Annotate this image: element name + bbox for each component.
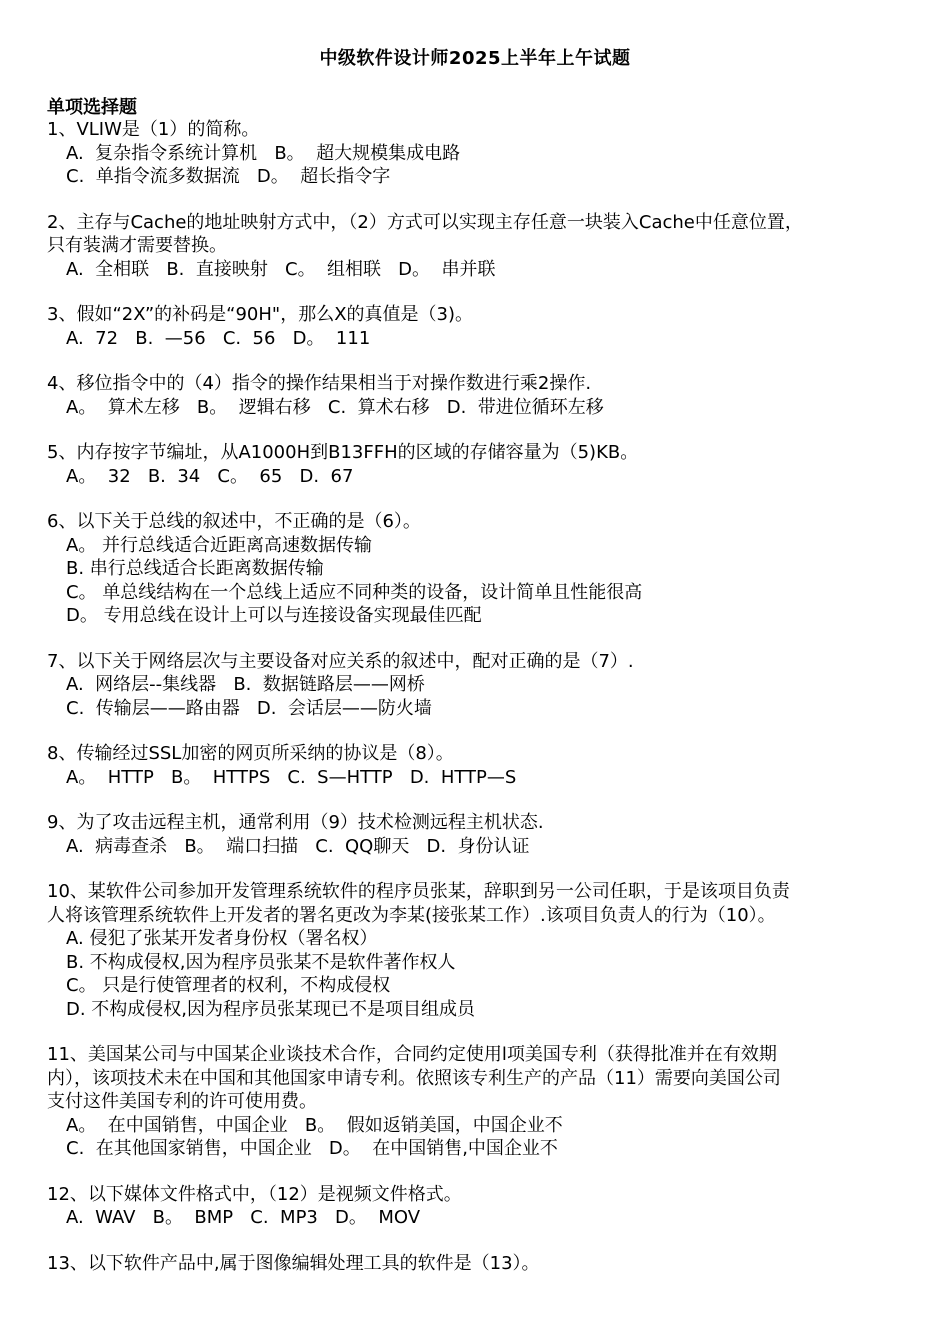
question-spacer — [47, 1230, 907, 1252]
question-stem: 10、某软件公司参加开发管理系统软件的程序员张某，辞职到另一公司任职，于是该项目负责 — [47, 881, 790, 902]
question-stem: 支付这件美国专利的许可使用费。 — [47, 1091, 317, 1112]
question-spacer — [47, 350, 907, 372]
question-options: A。 32 B. 34 C。 65 D. 67 — [66, 465, 354, 487]
question-spacer — [47, 858, 907, 880]
question-1 — [47, 118, 907, 189]
question-stem: 9、为了攻击远程主机，通常利用（9）技术检测远程主机状态. — [47, 812, 544, 833]
question-options: D. 不构成侵权,因为程序员张某现已不是项目组成员 — [66, 998, 476, 1020]
question-stem: 13、以下软件产品中,属于图像编辑处理工具的软件是（13）。 — [47, 1252, 540, 1274]
question-5 — [47, 441, 907, 488]
question-10 — [47, 880, 907, 1021]
question-spacer — [47, 488, 907, 510]
question-3 — [47, 303, 907, 350]
section-heading: 单项选择题 — [47, 97, 137, 118]
question-12 — [47, 1183, 907, 1230]
question-options: A. WAV B。 BMP C. MP3 D。 MOV — [66, 1207, 421, 1228]
question-stem: 人将该管理系统软件上开发者的署名更改为李某(接张某工作）.该项目负责人的行为（10）。 — [47, 904, 776, 926]
question-options: B. 串行总线适合长距离数据传输 — [66, 558, 324, 579]
question-spacer — [47, 789, 907, 811]
question-spacer — [47, 720, 907, 742]
question-options: A. 侵犯了张某开发者身份权（署名权） — [66, 928, 378, 949]
question-spacer — [47, 189, 907, 211]
question-options: C. 单指令流多数据流 D。 超长指令字 — [66, 166, 391, 187]
question-stem: 12、以下媒体文件格式中，（12）是视频文件格式。 — [47, 1183, 462, 1205]
question-spacer — [47, 1021, 907, 1043]
question-stem: 内），该项技术未在中国和其他国家申请专利。依照该专利生产的产品（11）需要向美国公司 — [47, 1067, 781, 1089]
question-7 — [47, 650, 907, 721]
question-8 — [47, 742, 907, 789]
question-spacer — [47, 281, 907, 303]
question-list — [47, 118, 907, 1275]
question-stem: 1、VLIW是（1）的简称。 — [47, 119, 260, 140]
question-9 — [47, 811, 907, 858]
question-stem: 5、内存按字节编址，从A1000H到B13FFH的区域的存储容量为（5)KB。 — [47, 442, 639, 463]
question-options: A. 复杂指令系统计算机 B。 超大规模集成电路 — [66, 142, 461, 164]
question-options: C. 传输层——路由器 D. 会话层——防火墙 — [66, 697, 432, 719]
question-options: A。 算术左移 B。 逻辑右移 C. 算术右移 D. 带进位循环左移 — [66, 396, 604, 418]
question-options: A. 病毒查杀 B。 端口扫描 C. QQ聊天 D. 身份认证 — [66, 835, 530, 857]
question-stem: 4、移位指令中的（4）指令的操作结果相当于对操作数进行乘2操作. — [47, 373, 592, 394]
document-title: 中级软件设计师2025上半年上午试题 — [319, 48, 631, 69]
question-spacer — [47, 419, 907, 441]
question-options: D。 专用总线在设计上可以与连接设备实现最佳匹配 — [66, 605, 482, 626]
question-4 — [47, 372, 907, 419]
question-stem: 8、传输经过SSL加密的网页所采纳的协议是（8）。 — [47, 743, 454, 764]
question-stem: 只有装满才需要替换。 — [47, 235, 227, 256]
question-spacer — [47, 1161, 907, 1183]
question-stem: 6、以下关于总线的叙述中，不正确的是（6）。 — [47, 511, 421, 532]
question-options: A。 HTTP B。 HTTPS C. S—HTTP D. HTTP—S — [66, 766, 517, 788]
question-options: A. 网络层--集线器 B. 数据链路层——网桥 — [66, 674, 425, 695]
question-options: B. 不构成侵权,因为程序员张某不是软件著作权人 — [66, 951, 456, 973]
question-options: C. 在其他国家销售，中国企业 D。 在中国销售,中国企业不 — [66, 1138, 558, 1159]
question-options: A. 全相联 B. 直接映射 C。 组相联 D。 串并联 — [66, 258, 496, 280]
question-13 — [47, 1252, 907, 1276]
question-2 — [47, 211, 907, 282]
question-6 — [47, 510, 907, 628]
question-stem: 2、主存与Cache的地址映射方式中，（2）方式可以实现主存任意一块装入Cache中任意位置， — [47, 211, 803, 233]
question-stem: 3、假如“2X”的补码是“90H"，那么X的真值是（3)。 — [47, 304, 474, 325]
question-options: C。 只是行使管理者的权利，不构成侵权 — [66, 975, 391, 996]
question-stem: 7、以下关于网络层次与主要设备对应关系的叙述中，配对正确的是（7）. — [47, 650, 634, 672]
question-options: A。 并行总线适合近距离高速数据传输 — [66, 534, 373, 556]
question-11 — [47, 1043, 907, 1161]
question-options: A。 在中国销售，中国企业 B。 假如返销美国，中国企业不 — [66, 1114, 563, 1136]
question-options: A. 72 B. —56 C. 56 D。 111 — [66, 327, 371, 349]
question-stem: 11、美国某公司与中国某企业谈技术合作，合同约定使用l项美国专利（获得批准并在有效期 — [47, 1044, 777, 1065]
question-spacer — [47, 628, 907, 650]
question-options: C。 单总线结构在一个总线上适应不同种类的设备，设计简单且性能很高 — [66, 581, 643, 603]
